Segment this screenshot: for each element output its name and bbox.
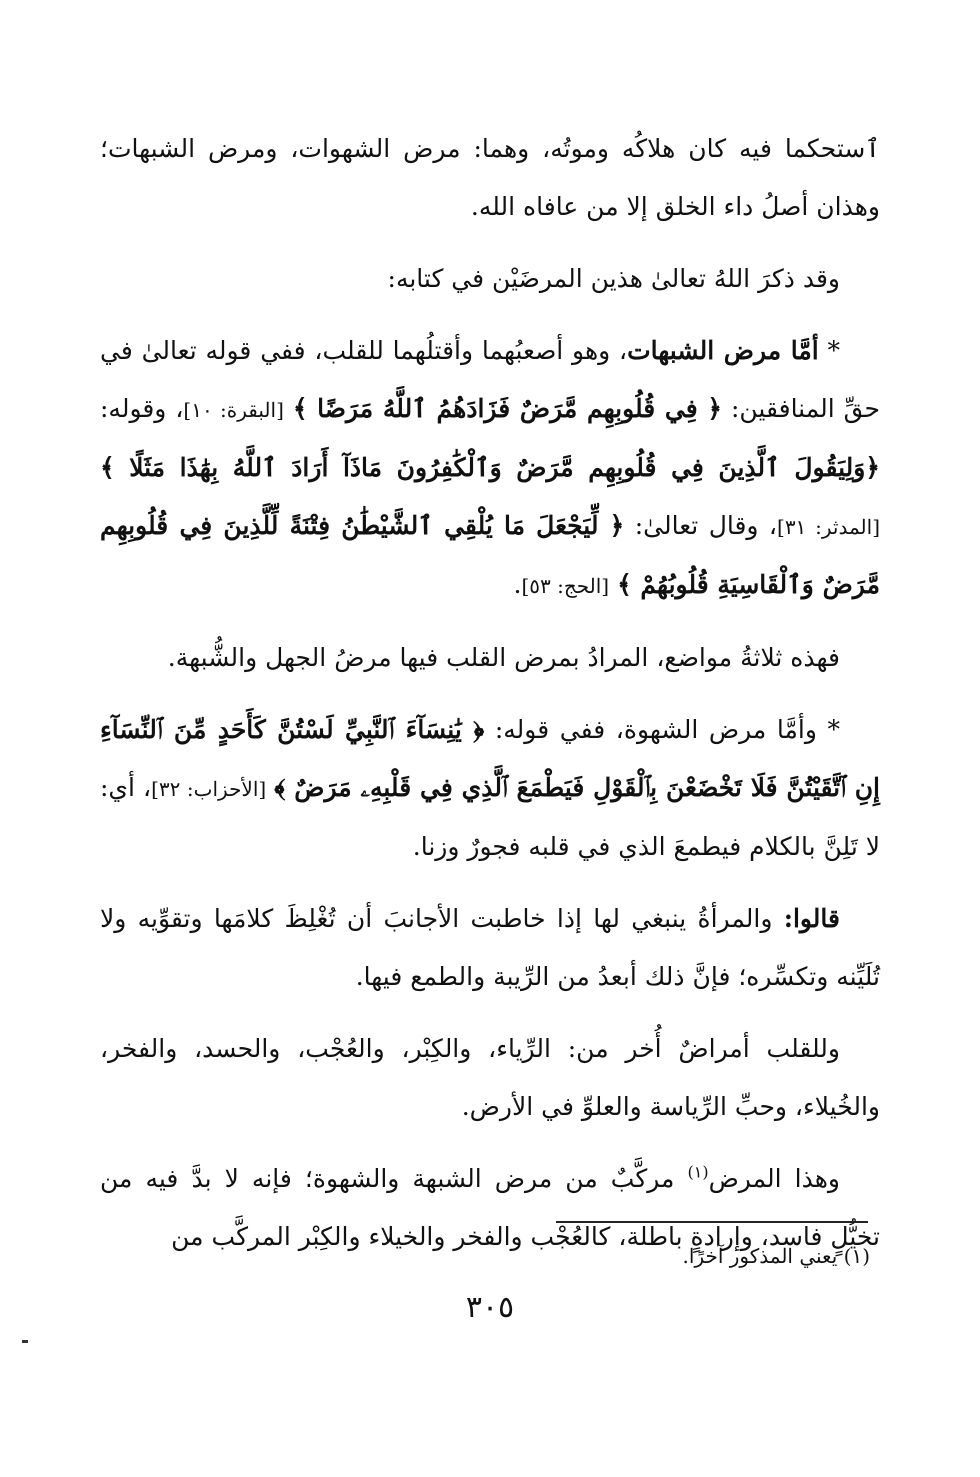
quran-verse-4: ﴿ يَٰنِسَآءَ ٱلنَّبِيِّ لَسْتُنَّ كَأَحَدٍ مِّنَ ٱلنِّسَآءِ إِنِ ٱتَّقَيْتُنَّ فَلَا تَخْضَعْنَ بِٱلْقَوْلِ فَيَطْمَعَ ٱلَّذِي فِي قَلْبِهِۦ مَرَضٌ ﴾ bbox=[100, 715, 881, 802]
paragraph-6-lead: قالوا: bbox=[783, 904, 840, 933]
paragraph-3-text-2: ، وقوله: bbox=[100, 394, 184, 423]
verse-reference-2: [المدثر: ٣١] bbox=[777, 515, 880, 539]
heading-doubts-disease: أمَّا مرض الشبهات bbox=[627, 336, 819, 365]
paragraph-7: وللقلب أمراضٌ أُخر من: الرِّياء، والكِبْر، والعُجْب، والحسد، والفخر، والخُيلاء، وحبِّ الرِّياسة والعلوِّ في الأرض. bbox=[100, 1034, 880, 1121]
paragraph-1: ٱستحكما فيه كان هلاكُه وموتُه، وهما: مرض الشهوات، ومرض الشبهات؛ وهذان أصلُ داء الخلق إلا من عافاه الله. bbox=[100, 134, 880, 221]
quran-verse-2: ﴿وَلِيَقُولَ ٱلَّذِينَ فِي قُلُوبِهِم مَّرَضٌ وَٱلْكَٰفِرُونَ مَاذَآ أَرَادَ ٱللَّهُ بِهَٰذَا مَثَلًا ﴾ bbox=[100, 453, 880, 482]
paragraph-6-text: والمرأةُ ينبغي لها إذا خاطبت الأجانبَ أن تُغْلِظَ كلامَها وتقوِّيه ولا تُلَيِّنه وتكسِّره؛ فإنَّ ذلك أبعدُ من الرِّيبة والطمع فيها. bbox=[100, 904, 880, 991]
paragraph-6 bbox=[100, 890, 880, 1006]
verse-reference-3: [الحج: ٥٣] bbox=[521, 574, 610, 598]
verse-reference-4: [الأحزاب: ٣٢] bbox=[151, 777, 267, 801]
footnote-reference: (١) bbox=[687, 1162, 709, 1182]
paragraph-3 bbox=[100, 322, 880, 615]
paragraph-4: فهذه ثلاثةُ مواضع، المرادُ بمرض القلب فيها مرضُ الجهل والشُّبهة. bbox=[167, 643, 840, 672]
footnote-text: يعني المذكور آخرًا. bbox=[682, 1244, 838, 1268]
scan-speck bbox=[22, 1340, 28, 1343]
footnote-mark: (١) bbox=[843, 1244, 870, 1268]
page-body bbox=[100, 120, 880, 1280]
verse-reference-1: [البقرة: ١٠] bbox=[183, 398, 284, 422]
footnote-divider bbox=[556, 1221, 868, 1223]
bullet-mark: * bbox=[827, 336, 841, 365]
bullet-mark: * bbox=[827, 715, 841, 744]
footnote bbox=[100, 1238, 870, 1274]
paragraph-3-text-3: ، وقال تعالىٰ: bbox=[634, 511, 777, 540]
paragraph-3-end: . bbox=[513, 570, 522, 599]
quran-verse-1: ﴿ فِي قُلُوبِهِم مَّرَضٌ فَزَادَهُمُ ٱللَّهُ مَرَضًا ﴾ bbox=[292, 394, 723, 423]
paragraph-8-text-2: مركَّبٌ من مرض الشبهة والشهوة؛ فإنه لا بدَّ فيه من تخيُّلٍ فاسد، وإرادةٍ باطلة، كالعُجْب والفخر والخيلاء والكِبْر المركَّب من bbox=[100, 1164, 880, 1251]
paragraph-2: وقد ذكرَ اللهُ تعالىٰ هذين المرضَيْن في كتابه: bbox=[387, 264, 840, 293]
paragraph-8-text-1: وهذا المرض bbox=[708, 1164, 841, 1193]
paragraph-5-text-1: ، ففي قوله: bbox=[494, 715, 624, 744]
paragraph-3-text-1: ، وهو أصعبُهما وأقتلُهما للقلب، ففي قوله تعالىٰ في حقِّ المنافقين: bbox=[100, 336, 880, 423]
paragraph-5 bbox=[100, 701, 880, 876]
heading-desire-disease: وأمَّا مرض الشهوة bbox=[623, 715, 817, 744]
paragraph-5-text-2: ، أي: لا تَلِنَّ بالكلام فيطمعَ الذي في قلبه فجورٌ وزنا. bbox=[100, 773, 880, 861]
quran-verse-3: ﴿ لِّيَجْعَلَ مَا يُلْقِي ٱلشَّيْطَٰنُ فِتْنَةً لِّلَّذِينَ فِي قُلُوبِهِم مَّرَضٌ وَٱلْقَاسِيَةِ قُلُوبُهُمْ ﴾ bbox=[100, 511, 880, 599]
page-number: ٣٠٥ bbox=[465, 1290, 515, 1325]
